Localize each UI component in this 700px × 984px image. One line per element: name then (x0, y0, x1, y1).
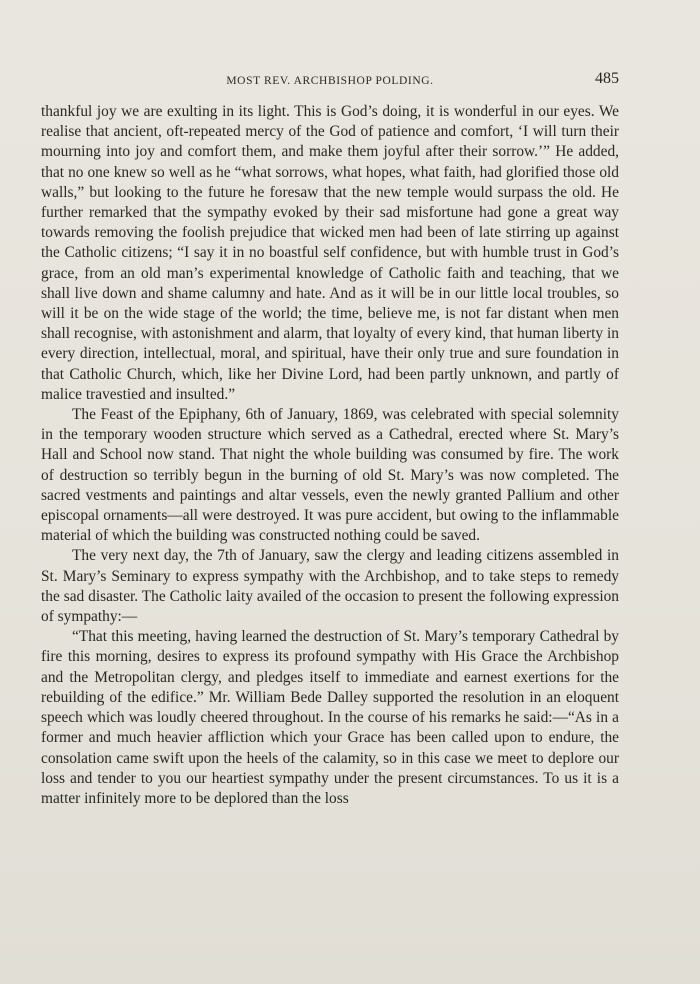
paragraph-epiphany-fire: The Feast of the Epiphany, 6th of January, 1869, was celebrated with special solemnity in the temporary wooden structure which served as a Cathedral, erected where St. Mary’s Hall and School now stand. That night the whole building was consumed by fire. The work of destruction so terribly begun in the burning of old St. Mary’s was now completed. The sacred vestments and paintings and altar vessels, even the newly granted Pallium and other episcopal ornaments—all were destroyed. It was pure accident, but owing to the inflammable material of which the building was constructed nothing could be saved. (41, 406, 619, 545)
paragraph-continued: thankful joy we are exulting in its light. This is God’s doing, it is wonderful in our eyes. We realise that ancient, oft-repeated mercy of the God of patience and comfort, ‘I will turn their mourning into joy and comfort them, and make them joyful after their sorrow.’” He added, that no one knew so well as he “what sorrows, what hopes, what faith, had glorified those old walls,” but looking to the future he foresaw that the new temple would surpass the old. He further remarked that the sympathy evoked by their sad misfortune had gone a great way towards removing the foolish prejudice that wicked men had been of late stirring up against the Catholic citizens; “I say it in no boastful self confidence, but with humble trust in God’s grace, from an old man’s experimental knowledge of Catholic faith and teaching, that we shall live down and shame calumny and hate. And as it will be in our little local troubles, so will it be on the wide stage of the world; the time, believe me, is not far distant when men shall recognise, with astonishment and alarm, that loyalty of every kind, that human liberty in every direction, intellectual, moral, and spiritual, have their only true and sure foundation in that Catholic Church, which, like her Divine Lord, had been partly unknown, and partly of malice travestied and insulted.” (41, 103, 619, 403)
page-number: 485 (595, 70, 619, 87)
paragraph-meeting: The very next day, the 7th of January, saw the clergy and leading citizens assembled in St. Mary’s Seminary to express sympathy with the Archbishop, and to take steps to remedy the sad disaster. The Catholic laity availed of the occasion to present the following expression of sympathy:— (41, 547, 619, 626)
running-head (41, 70, 619, 92)
paragraph-resolution: “That this meeting, having learned the destruction of St. Mary’s temporary Cathedral by fire this morning, desires to express its profound sympathy with His Grace the Archbishop and the Metropolitan clergy, and pledges itself to immediate and earnest exertions for the rebuilding of the edifice.” Mr. William Bede Dalley supported the resolution in an eloquent speech which was loudly cheered throughout. In the course of his remarks he said:—“As in a former and much heavier affliction which your Grace has been called upon to endure, the consolation came swift upon the heels of the calamity, so in this case we meet to deplore our loss and tender to you our heartiest sympathy under the present circumstances. To us it is a matter infinitely more to be deplored than the loss (41, 628, 619, 807)
running-title: MOST REV. ARCHBISHOP POLDING. (226, 75, 434, 87)
body-text (41, 102, 619, 809)
